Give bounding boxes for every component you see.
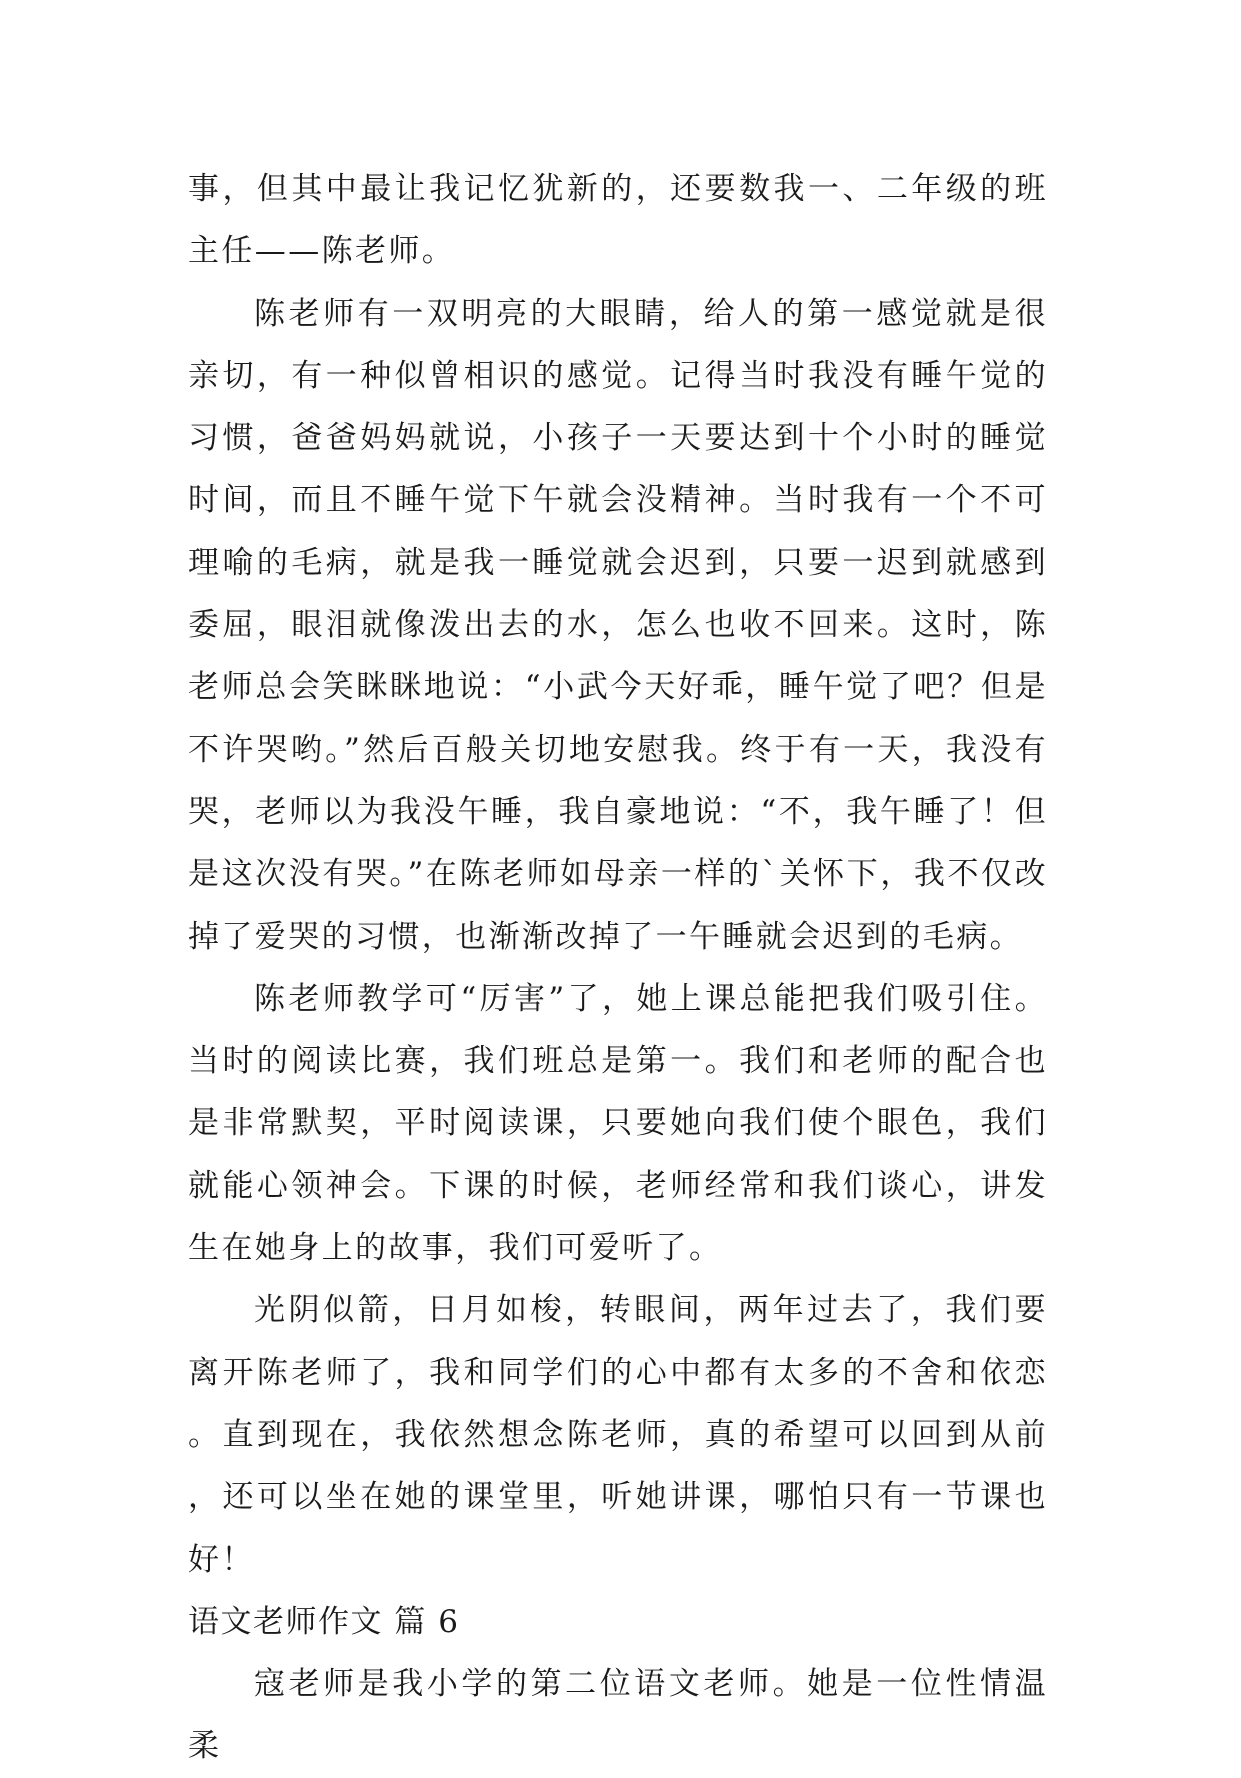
paragraph-teaching: 陈老师教学可“厉害”了，她上课总能把我们吸引住。当时的阅读比赛，我们班总是第一。我们和老师的配合也是非常默契，平时阅读课，只要她向我们使个眼色，我们就能心领神会。下课的时候，老师经常和我们谈心，讲发生在她身上的故事，我们可爱听了。 — [188, 980, 1048, 1267]
document-body — [188, 158, 1048, 1778]
section-heading: 语文老师作文 篇 6 — [188, 1603, 460, 1640]
paragraph-next-teacher: 寇老师是我小学的第二位语文老师。她是一位性情温柔 — [188, 1666, 1048, 1765]
paragraph-continuation: 事，但其中最让我记忆犹新的，还要数我一、二年级的班主任——陈老师。 — [188, 171, 1048, 270]
paragraph-farewell: 光阴似箭，日月如梭，转眼间，两年过去了，我们要离开陈老师了，我和同学们的心中都有太多的不舍和依恋。直到现在，我依然想念陈老师，真的希望可以回到从前，还可以坐在她的课堂里，听她讲课，哪怕只有一节课也好！ — [188, 1292, 1048, 1578]
paragraph-teacher-eyes: 陈老师有一双明亮的大眼睛，给人的第一感觉就是很亲切，有一种似曾相识的感觉。记得当时我没有睡午觉的习惯，爸爸妈妈就说，小孩子一天要达到十个小时的睡觉时间，而且不睡午觉下午就会没精神。当时我有一个不可理喻的毛病，就是我一睡觉就会迟到，只要一迟到就感到委屈，眼泪就像泼出去的水，怎么也收不回来。这时，陈老师总会笑眯眯地说：“小武今天好乖，睡午觉了吧？但是不许哭哟。”然后百般关切地安慰我。终于有一天，我没有哭，老师以为我没午睡，我自豪地说：“不，我午睡了！但是这次没有哭。”在陈老师如母亲一样的`关怀下，我不仅改掉了爱哭的习惯，也渐渐改掉了一午睡就会迟到的毛病。 — [188, 295, 1048, 955]
